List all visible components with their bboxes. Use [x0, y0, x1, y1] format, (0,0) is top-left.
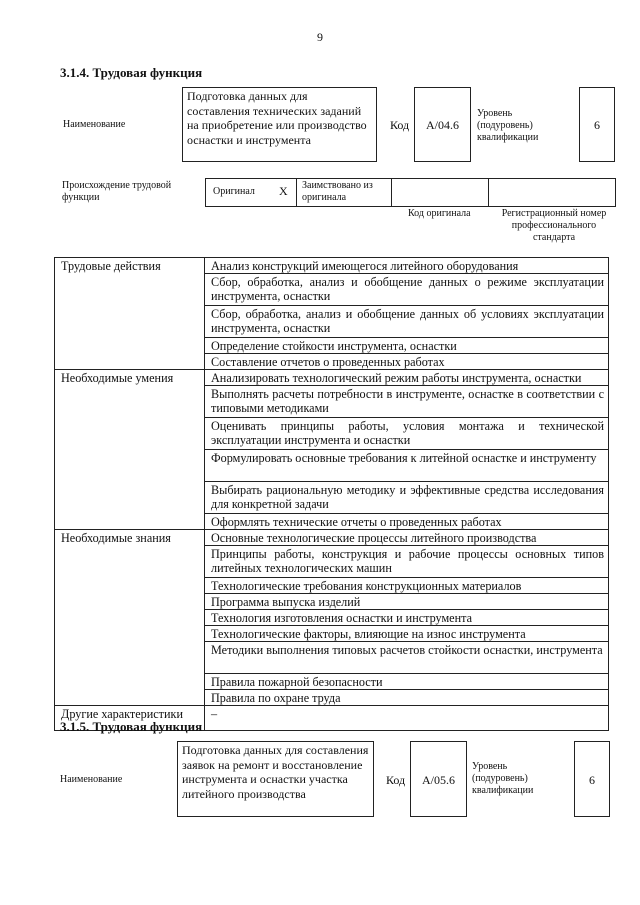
- code-label-2: Код: [386, 773, 406, 787]
- table-cell: Методики выполнения типовых расчетов стойкости оснастки, инструмента: [204, 641, 609, 674]
- borrowed-label: Заимствовано из оригинала: [302, 180, 373, 203]
- table-cell: Правила пожарной безопасности: [204, 673, 609, 690]
- code-original-cell: [391, 178, 489, 207]
- table-cell: Формулировать основные требования к литейной оснастке и инструменту: [204, 449, 609, 482]
- level-label-2: Уровень (подуровень) квалификации: [472, 761, 534, 796]
- level-box: 6: [579, 87, 615, 162]
- table-cell: Составление отчетов о проведенных работах: [204, 353, 609, 370]
- table-cell: Сбор, обработка, анализ и обобщение данных о режиме эксплуатации инструмента, оснастки: [204, 273, 609, 306]
- table-group-label: Необходимые умения: [54, 369, 205, 530]
- table-cell: Программа выпуска изделий: [204, 593, 609, 610]
- function-name-box-2: Подготовка данных для составления заявок на ремонт и восстановление инструмента и оснастки участка литейного производства: [177, 741, 374, 817]
- table-cell: Анализировать технологический режим работы инструмента, оснастки: [204, 369, 609, 386]
- section-heading-2: 3.1.5. Трудовая функция: [60, 719, 203, 734]
- original-mark: X: [279, 184, 288, 198]
- table-cell: Сбор, обработка, анализ и обобщение данных об условиях эксплуатации инструмента, оснастки: [204, 305, 609, 338]
- name-label-2: Наименование: [60, 774, 123, 785]
- function-name-box: Подготовка данных для составления технических заданий на приобретение или производство оснастки и инструмента: [182, 87, 377, 162]
- code-box: А/04.6: [414, 87, 471, 162]
- table-cell: Выбирать рациональную методику и эффективные средства исследования для конкретной задачи: [204, 481, 609, 514]
- table-group-label: Трудовые действия: [54, 257, 205, 370]
- table-cell: Оформлять технические отчеты о проведенных работах: [204, 513, 609, 530]
- table-cell: –: [204, 705, 609, 731]
- origin-label: Происхождение трудовой функции: [62, 180, 172, 203]
- code-original-label: Код оригинала: [408, 208, 471, 219]
- page-number: 9: [317, 30, 323, 44]
- table-cell: Технологические факторы, влияющие на износ инструмента: [204, 625, 609, 642]
- table-cell: Выполнять расчеты потребности в инструменте, оснастке в соответствии с типовыми методиками: [204, 385, 609, 418]
- table-group-label: Другие характеристики: [54, 705, 205, 731]
- table-cell: Правила по охране труда: [204, 689, 609, 706]
- original-label: Оригинал: [213, 186, 255, 197]
- table-cell: Анализ конструкций имеющегося литейного оборудования: [204, 257, 609, 274]
- reg-number-label: Регистрационный номер профессионального стандарта: [501, 208, 607, 243]
- level-label: Уровень (подуровень) квалификации: [477, 108, 539, 143]
- table-cell: Технологические требования конструкционных материалов: [204, 577, 609, 594]
- level-box-2: 6: [574, 741, 610, 817]
- table-cell: Определение стойкости инструмента, оснастки: [204, 337, 609, 354]
- section-heading: 3.1.4. Трудовая функция: [60, 65, 203, 80]
- table-cell: Технология изготовления оснастки и инструмента: [204, 609, 609, 626]
- name-label: Наименование: [63, 119, 126, 130]
- code-box-2: А/05.6: [410, 741, 467, 817]
- table-group-label: Необходимые знания: [54, 529, 205, 706]
- code-label: Код: [390, 118, 410, 132]
- table-cell: Принципы работы, конструкция и рабочие процессы основных типов литейных технологических машин: [204, 545, 609, 578]
- table-cell: Основные технологические процессы литейного производства: [204, 529, 609, 546]
- table-cell: Оценивать принципы работы, условия монтажа и технической эксплуатации инструмента и оснастки: [204, 417, 609, 450]
